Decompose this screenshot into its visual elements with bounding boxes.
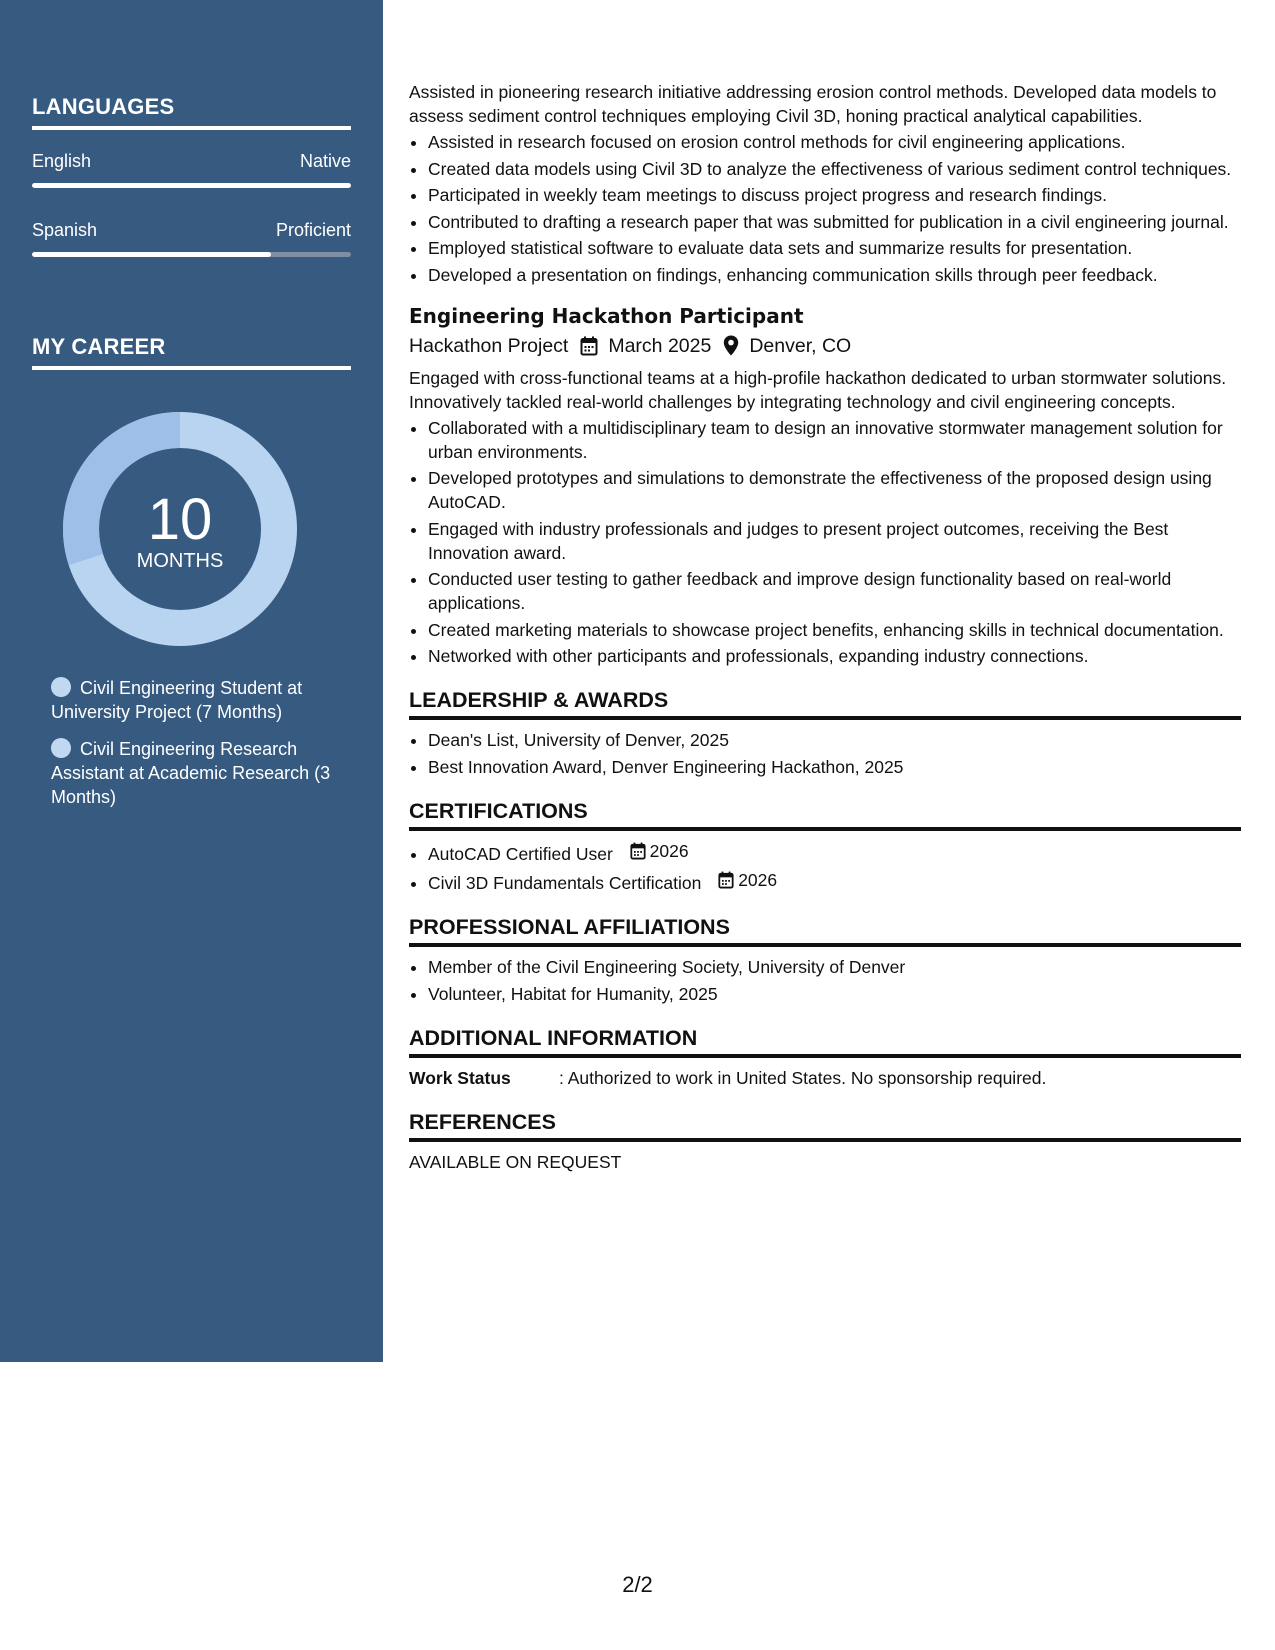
hackathon-location: Denver, CO — [749, 334, 852, 357]
certification-name: AutoCAD Certified User — [428, 843, 613, 864]
language-row-english — [32, 151, 351, 172]
certification-name: Civil 3D Fundamentals Certification — [428, 873, 702, 893]
language-level: Native — [299, 151, 351, 171]
list-item: • Assisted in research focused on erosion control methods for civil engineering applications. — [428, 130, 1241, 154]
page-number: 2/2 — [622, 1572, 653, 1597]
leadership-heading: LEADERSHIP & AWARDS — [409, 686, 1241, 720]
list-item: • Developed prototypes and simulations to demonstrate the effectiveness of the proposed design using AutoCAD. — [428, 466, 1241, 514]
language-level: Proficient — [275, 220, 351, 240]
language-name: Spanish — [32, 220, 98, 240]
hackathon-organization: Hackathon Project — [409, 334, 569, 357]
career-heading: MY CAREER — [32, 334, 351, 370]
hackathon-meta — [409, 331, 1241, 361]
list-item: • Conducted user testing to gather feedback and improve design functionality based on real-world applications. — [428, 567, 1241, 615]
references-heading: REFERENCES — [409, 1108, 1241, 1142]
additional-info-heading: ADDITIONAL INFORMATION — [409, 1024, 1241, 1058]
certification-item — [428, 868, 1241, 895]
hackathon-title: Engineering Hackathon Participant — [409, 303, 804, 328]
career-total-unit: MONTHS — [136, 550, 224, 572]
language-name: English — [32, 151, 92, 171]
bullet-dot-icon — [51, 738, 71, 758]
list-item: • Best Innovation Award, Denver Engineering Hackathon, 2025 — [428, 755, 1241, 779]
list-item: • Dean's List, University of Denver, 2025 — [428, 728, 1241, 752]
list-item: • Networked with other participants and professionals, expanding industry connections. — [428, 644, 1241, 668]
career-item — [51, 676, 351, 724]
bullet-dot-icon — [51, 677, 71, 697]
list-item: • Created data models using Civil 3D to analyze the effectiveness of various sediment control techniques. — [428, 157, 1241, 181]
leadership-list — [409, 728, 1241, 779]
career-item-label: Civil Engineering Student at University Project (7 Months) — [51, 678, 303, 722]
certifications-list — [409, 839, 1241, 896]
list-item: • Contributed to drafting a research paper that was submitted for publication in a civil engineering journal. — [428, 210, 1241, 234]
list-item: • Developed a presentation on findings, enhancing communication skills through peer feedback. — [428, 263, 1241, 287]
certifications-heading: CERTIFICATIONS — [409, 797, 1241, 831]
calendar-icon — [630, 842, 646, 860]
language-bar-fill — [32, 183, 351, 188]
list-item: • Collaborated with a multidisciplinary team to design an innovative stormwater management solution for urban environments. — [428, 416, 1241, 464]
main-content — [409, 80, 1241, 1174]
languages-heading: LANGUAGES — [32, 94, 351, 130]
references-text: AVAILABLE ON REQUEST — [409, 1151, 622, 1172]
list-item: • Created marketing materials to showcase project benefits, enhancing skills in technical documentation. — [428, 618, 1241, 642]
career-donut-chart — [63, 412, 297, 646]
calendar-icon — [580, 336, 598, 356]
hackathon-bullets — [409, 416, 1241, 669]
career-item-label: Civil Engineering Research Assistant at Academic Research (3 Months) — [51, 739, 331, 807]
work-status-value: : Authorized to work in United States. No sponsorship required. — [559, 1067, 1047, 1088]
hackathon-date: March 2025 — [608, 334, 712, 357]
work-status-row — [409, 1066, 1241, 1090]
career-total-value: 10 — [147, 487, 213, 552]
affiliations-heading: PROFESSIONAL AFFILIATIONS — [409, 913, 1241, 947]
certification-year: 2026 — [649, 840, 689, 861]
language-row-spanish — [32, 220, 351, 241]
sidebar — [0, 0, 383, 1362]
career-list — [51, 676, 351, 822]
intro-paragraph: Assisted in pioneering research initiative addressing erosion control methods. Developed data models to assess sediment control techniques employing Civil 3D, honing practical analytical capabilities. — [409, 82, 1217, 126]
affiliations-list — [409, 955, 1241, 1006]
intro-bullets — [409, 130, 1241, 287]
language-bar-spanish — [32, 252, 351, 257]
list-item: • Volunteer, Habitat for Humanity, 2025 — [428, 982, 1241, 1006]
list-item: • Participated in weekly team meetings to discuss project progress and research findings. — [428, 183, 1241, 207]
certification-item — [428, 839, 1241, 866]
calendar-icon — [718, 871, 734, 889]
list-item: • Employed statistical software to evaluate data sets and summarize results for presentation. — [428, 236, 1241, 260]
list-item: • Member of the Civil Engineering Society, University of Denver — [428, 955, 1241, 979]
language-bar-fill — [32, 252, 271, 257]
language-bar-english — [32, 183, 351, 188]
list-item: • Engaged with industry professionals and judges to present project outcomes, receiving the Best Innovation award. — [428, 517, 1241, 565]
certification-year: 2026 — [738, 870, 778, 890]
work-status-label: Work Status — [409, 1067, 511, 1088]
career-item — [51, 737, 351, 809]
hackathon-paragraph: Engaged with cross-functional teams at a high-profile hackathon dedicated to urban stormwater solutions. Innovatively tackled real-world challenges by integrating technology and civil engineering concepts. — [409, 367, 1227, 412]
location-pin-icon — [723, 335, 739, 356]
